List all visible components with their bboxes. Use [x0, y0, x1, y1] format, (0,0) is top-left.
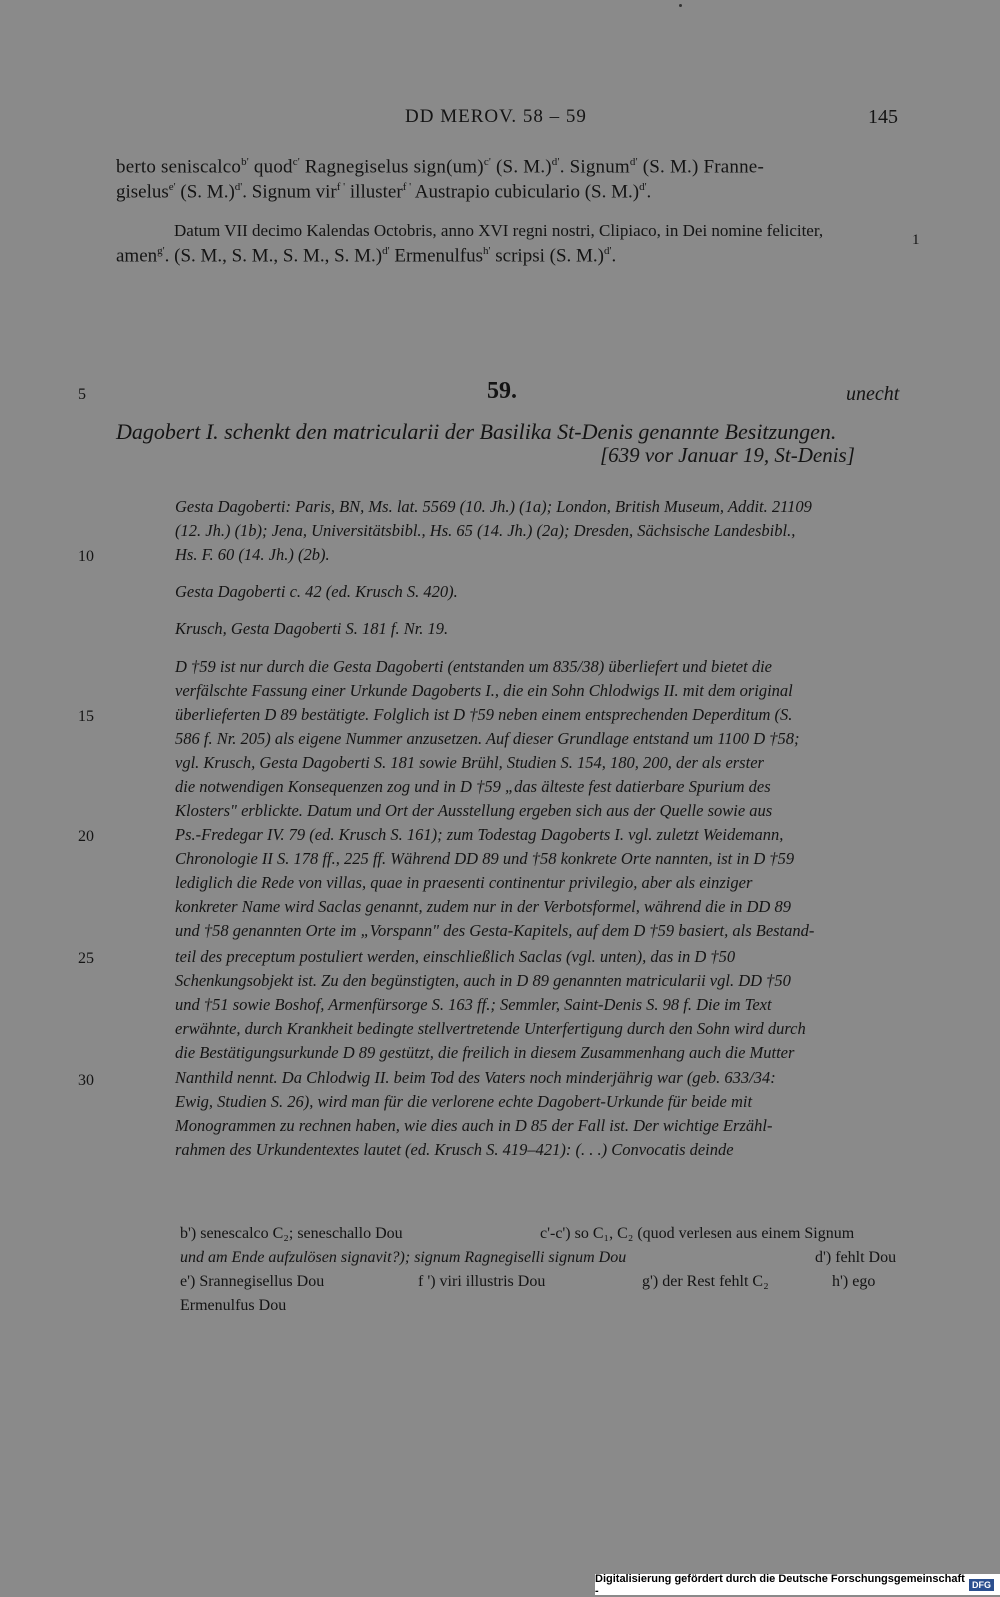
commentary-line: und †51 sowie Boshof, Armenfürsorge S. 163 ff.; Semmler, Saint-Denis S. 98 f. Die im Text: [175, 995, 772, 1014]
charter-text-line-4: amen$^{g'}$. (S. M., S. M., S. M., S. M.)$^{d'}$ Ermenulfus$^{h'}$ scripsi (S. M.)$^{d'}$.: [116, 245, 617, 267]
line-number: 20: [78, 828, 94, 845]
footnote-c-continued: und am Ende aufzulösen signavit?); signum Ragnegiselli signum Dou: [180, 1249, 627, 1266]
line-number: 30: [78, 1072, 94, 1089]
regest-reference: Krusch, Gesta Dagoberti S. 181 f. Nr. 19.: [175, 619, 449, 638]
regest-line-1: Dagobert I. schenkt den matricularii der Basilika St-Denis genannte Besitzungen.: [116, 419, 837, 444]
line-number: 5: [78, 386, 86, 403]
charter-dating-line: Datum VII decimo Kalendas Octobris, anno XVI regni nostri, Clipiaco, in Dei nomine feliciter,: [174, 221, 824, 240]
commentary-line: die Bestätigungsurkunde D 89 gestützt, die freilich in diesem Zusammenhang auch die Mutter: [175, 1043, 795, 1062]
dfg-funding-banner: [595, 1574, 1000, 1595]
edition-line: Gesta Dagoberti c. 42 (ed. Krusch S. 420).: [175, 582, 458, 601]
margin-mark: 1: [912, 232, 920, 248]
commentary-line: teil des preceptum postuliert werden, einschließlich Saclas (vgl. unten), das in D †50: [175, 947, 736, 966]
footnote-h-continued: Ermenulfus Dou: [180, 1297, 287, 1314]
document-number: 59.: [487, 378, 517, 404]
commentary-line: verfälschte Fassung einer Urkunde Dagoberts I., die ein Sohn Chlodwigs II. mit dem original: [175, 681, 793, 700]
commentary-line: überlieferten D 89 bestätigte. Folglich ist D †59 neben einem entsprechenden Deperditum (S.: [175, 705, 793, 724]
commentary-line: lediglich die Rede von villas, quae in praesenti continentur privilegio, aber als einziger: [175, 873, 753, 892]
footnote-b: b') senescalco C₂; seneschallo Dou: [180, 1225, 403, 1242]
commentary-line: die notwendigen Konsequenzen zog und in D †59 „das älteste fest datierbare Spurium des: [175, 777, 771, 796]
commentary-line: rahmen des Urkundentextes lautet (ed. Krusch S. 419–421): (. . .) Convocatis deinde: [175, 1140, 734, 1159]
line-number: 10: [78, 548, 94, 565]
footnote-h: h') ego: [832, 1273, 876, 1290]
footnote-c: c'-c') so C₁, C₂ (quod verlesen aus einem Signum: [540, 1225, 855, 1242]
commentary-line: Ewig, Studien S. 26), wird man für die verlorene echte Dagobert-Urkunde für beide mit: [175, 1092, 753, 1111]
commentary-line: D †59 ist nur durch die Gesta Dagoberti (entstanden um 835/38) überliefert und bietet die: [175, 657, 772, 676]
manuscript-line-1: Gesta Dagoberti: Paris, BN, Ms. lat. 5569 (10. Jh.) (1a); London, British Museum, Addit. 21109: [175, 497, 812, 516]
funding-text: Digitalisierung gefördert durch die Deutsche Forschungsgemeinschaft -: [595, 1572, 965, 1597]
footnote-e: e') Srannegisellus Dou: [180, 1273, 325, 1290]
commentary-line: Schenkungsobjekt ist. Zu den begünstigten, auch in D 89 genannten matricularii vgl. DD †50: [175, 971, 791, 990]
footnote-d: d') fehlt Dou: [815, 1249, 897, 1266]
commentary-line: erwähnte, durch Krankheit bedingte stellvertretende Unterfertigung durch den Sohn wird durch: [175, 1019, 806, 1038]
manuscript-line-3: Hs. F. 60 (14. Jh.) (2b).: [175, 545, 330, 564]
line-number: 15: [78, 708, 94, 725]
commentary-line: Ps.-Fredegar IV. 79 (ed. Krusch S. 161); zum Todestag Dagoberts I. vgl. zuletzt Weidemann,: [175, 825, 784, 844]
footnote-f: f ') viri illustris Dou: [418, 1273, 546, 1290]
charter-text-line-1: berto seniscalco$^{b'}$ quod$^{c'}$ Ragnegiselus sign(um)$^{c'}$ (S. M.)$^{d'}$. Signum$^{d'}$ (S. M.) Franne-: [116, 156, 764, 178]
dfg-logo: DFG: [969, 1579, 994, 1591]
authenticity-status: unecht: [846, 383, 900, 405]
commentary-line: Klosters" erblickte. Datum und Ort der Ausstellung ergeben sich aus der Quelle sowie aus: [175, 801, 773, 820]
running-header: DD MEROV. 58 – 59: [405, 106, 587, 127]
manuscript-line-2: (12. Jh.) (1b); Jena, Universitätsbibl., Hs. 65 (14. Jh.) (2a); Dresden, Sächsische Landesbibl.,: [175, 521, 796, 540]
line-number: 25: [78, 950, 94, 967]
commentary-line: Nanthild nennt. Da Chlodwig II. beim Tod des Vaters noch minderjährig war (geb. 633/34:: [175, 1068, 776, 1087]
commentary-line: und †58 genannten Orte im „Vorspann" des Gesta-Kapitels, auf dem D †59 basiert, als Bestand-: [175, 921, 815, 940]
commentary-line: vgl. Krusch, Gesta Dagoberti S. 181 sowie Brühl, Studien S. 154, 180, 200, der als erster: [175, 753, 764, 772]
regest-date-place: [639 vor Januar 19, St-Denis]: [600, 443, 855, 467]
commentary-line: konkreter Name wird Saclas genannt, zudem nur in der Verbotsformel, während die in DD 89: [175, 897, 791, 916]
scan-artifact-dot: [679, 4, 682, 7]
commentary-line: Chronologie II S. 178 ff., 225 ff. Während DD 89 und †58 konkrete Orte nannten, ist in D †59: [175, 849, 795, 868]
footnote-g: g') der Rest fehlt C₂: [642, 1273, 769, 1290]
charter-text-line-2: giselus$^{e'}$ (S. M.)$^{d'}$. Signum vir$^{f '}$ illuster$^{f '}$ Austrapio cubiculario (S. M.)$^{d'}$.: [116, 181, 652, 203]
commentary-line: 586 f. Nr. 205) als eigene Nummer anzusetzen. Auf dieser Grundlage entstand um 1100 D †58;: [175, 729, 800, 748]
page-number: 145: [868, 106, 898, 128]
commentary-line: Monogrammen zu rechnen haben, wie dies auch in D 85 der Fall ist. Der wichtige Erzähl-: [175, 1116, 773, 1135]
